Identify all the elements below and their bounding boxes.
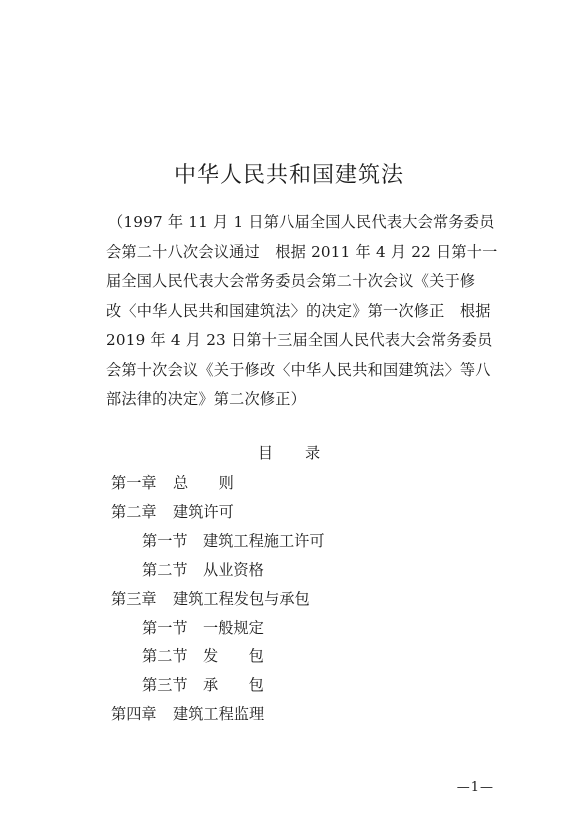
- toc-entry-number: 第二节: [142, 647, 188, 666]
- toc-section-entry[interactable]: [111, 671, 491, 700]
- toc-entry-title: 建筑工程施工许可: [203, 531, 325, 550]
- toc-entry-title: 从业资格: [203, 560, 264, 579]
- preamble-line: 部法律的决定》第二次修正）: [106, 390, 307, 408]
- preamble: [106, 208, 498, 415]
- preamble-line: 会第十次会议《关于修改〈中华人民共和国建筑法〉等八: [106, 360, 491, 379]
- toc-chapter-entry[interactable]: [111, 700, 491, 729]
- preamble-line: 届全国人民代表大会常务委员会第二十次会议《关于修: [106, 272, 476, 290]
- toc-entry-number: 第一节: [142, 618, 188, 637]
- toc-entry-number: 第二节: [142, 560, 188, 579]
- toc-heading-left: 目: [257, 444, 273, 462]
- toc-entry-number: 第一章: [111, 474, 157, 492]
- toc-chapter-entry[interactable]: [111, 498, 491, 527]
- toc-entry-number: 第二章: [111, 502, 157, 521]
- toc-entry-number: 第四章: [111, 705, 157, 724]
- toc-heading: [0, 442, 578, 463]
- preamble-line: 2019 年 4 月 23 日第十三届全国人民代表大会常务委员: [106, 331, 493, 349]
- toc-heading-right: 录: [305, 444, 321, 462]
- toc-entry-title: 建筑工程发包与承包: [173, 589, 310, 608]
- toc-section-entry[interactable]: [111, 556, 491, 585]
- preamble-line: 改〈中华人民共和国建筑法〉的决定》第一次修正 根据: [106, 301, 491, 320]
- toc-chapter-entry[interactable]: [111, 469, 491, 498]
- toc-section-entry[interactable]: [111, 642, 491, 671]
- document-title: 中华人民共和国建筑法: [173, 163, 404, 188]
- toc-section-entry[interactable]: [111, 614, 491, 643]
- toc-entry-title: 承 包: [203, 676, 264, 695]
- toc-entry-number: 第一节: [142, 531, 188, 550]
- toc-entry-title: 一般规定: [203, 618, 264, 637]
- toc-section-entry[interactable]: [111, 527, 491, 556]
- toc-entry-title: 建筑许可: [173, 502, 234, 521]
- preamble-line: （1997 年 11 月 1 日第八届全国人民代表大会常务委员: [108, 213, 495, 231]
- toc-chapter-entry[interactable]: [111, 585, 491, 614]
- toc-entry-title: 总 则: [173, 474, 234, 492]
- preamble-line: 会第二十八次会议通过 根据 2011 年 4 月 22 日第十一: [106, 242, 498, 261]
- table-of-contents: [111, 469, 491, 729]
- page-number: —1—: [456, 780, 494, 795]
- toc-entry-number: 第三节: [142, 676, 188, 695]
- toc-entry-title: 建筑工程监理: [173, 705, 265, 724]
- toc-entry-number: 第三章: [111, 589, 157, 608]
- toc-entry-title: 发 包: [203, 647, 264, 666]
